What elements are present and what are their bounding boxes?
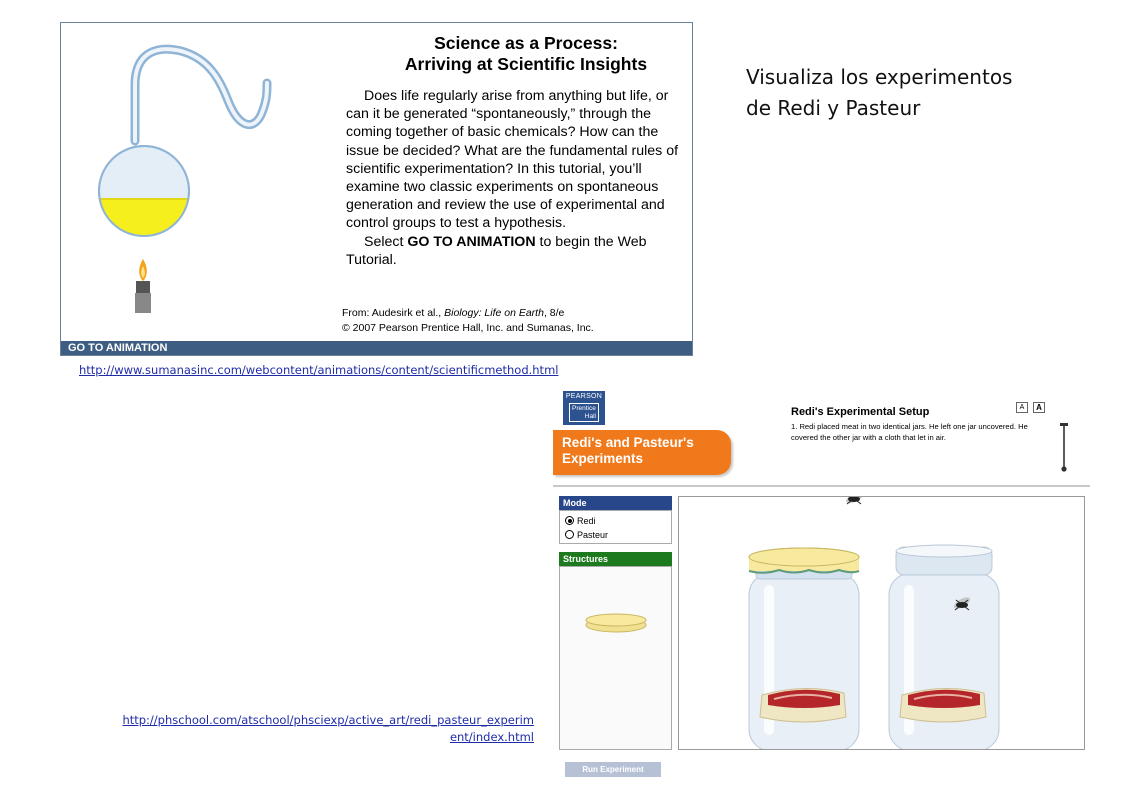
bunsen-burner-icon — [135, 259, 151, 313]
sumanas-tutorial-screenshot — [60, 22, 693, 356]
setup-description: 1. Redi placed meat in two identical jars. He left one jar uncovered. He covered the other jar with a cloth that let in air. — [791, 422, 1028, 442]
structures-header: Structures — [559, 552, 672, 566]
experiment-stage — [678, 496, 1085, 750]
fly-icon — [845, 497, 865, 505]
tutorial-description — [346, 87, 684, 269]
font-size-large-button[interactable]: A — [1033, 402, 1045, 413]
tutorial-title: Science as a Process: Arriving at Scientific Insights — [404, 33, 648, 74]
jar-icon — [889, 545, 999, 750]
font-size-small-button[interactable]: A — [1016, 402, 1028, 413]
radio-icon — [565, 530, 574, 539]
meat-icon — [900, 688, 986, 722]
sumanas-link[interactable]: http://www.sumanasinc.com/webcontent/animations/content/scientificmethod.html — [79, 363, 559, 377]
tutorial-paragraph: Does life regularly arise from anything but life, or can it be generated “spontaneously,” through the coming together of basic chemicals? How can the issue be decided? What are the fundamental rules of scientific experimentation? In this tutorial, you’ll examine two classic experiments on spontaneous generation and review the use of experimental and control groups to test a hypothesis. — [346, 88, 679, 232]
mode-option-pasteur[interactable]: Pasteur — [565, 529, 608, 541]
slide-caption: Visualiza los experimentos de Redi y Pasteur — [746, 65, 1013, 120]
go-to-animation-button[interactable]: GO TO ANIMATION — [61, 341, 692, 355]
header-divider — [553, 485, 1090, 487]
radio-selected-icon — [565, 516, 574, 525]
cloth-cover-icon[interactable] — [584, 611, 648, 635]
jar-icon — [749, 548, 859, 750]
experiments-banner: Redi's and Pasteur's Experiments — [553, 430, 731, 475]
mode-option-redi[interactable]: Redi — [565, 515, 596, 527]
setup-title: Redi's Experimental Setup — [791, 406, 930, 418]
slider-icon[interactable] — [1060, 423, 1068, 473]
structures-panel — [559, 566, 672, 750]
pearson-logo: PEARSON Prentice Hall — [563, 391, 605, 425]
meat-icon — [760, 688, 846, 722]
phschool-link[interactable]: http://phschool.com/atschool/phsciexp/active_art/redi_pasteur_experim ent/index.html — [122, 713, 534, 744]
run-experiment-button[interactable]: Run Experiment — [565, 762, 661, 777]
mode-header: Mode — [559, 496, 672, 510]
tutorial-instruction: Select GO TO ANIMATION to begin the Web Tutorial. — [346, 233, 647, 268]
tutorial-credit: From: Audesirk et al., Biology: Life on Earth, 8/e © 2007 Pearson Prentice Hall, Inc. and Sumanas, Inc. — [342, 307, 594, 334]
flask-illustration — [61, 23, 361, 338]
redi-pasteur-screenshot — [553, 386, 1090, 782]
mode-panel — [559, 510, 672, 544]
